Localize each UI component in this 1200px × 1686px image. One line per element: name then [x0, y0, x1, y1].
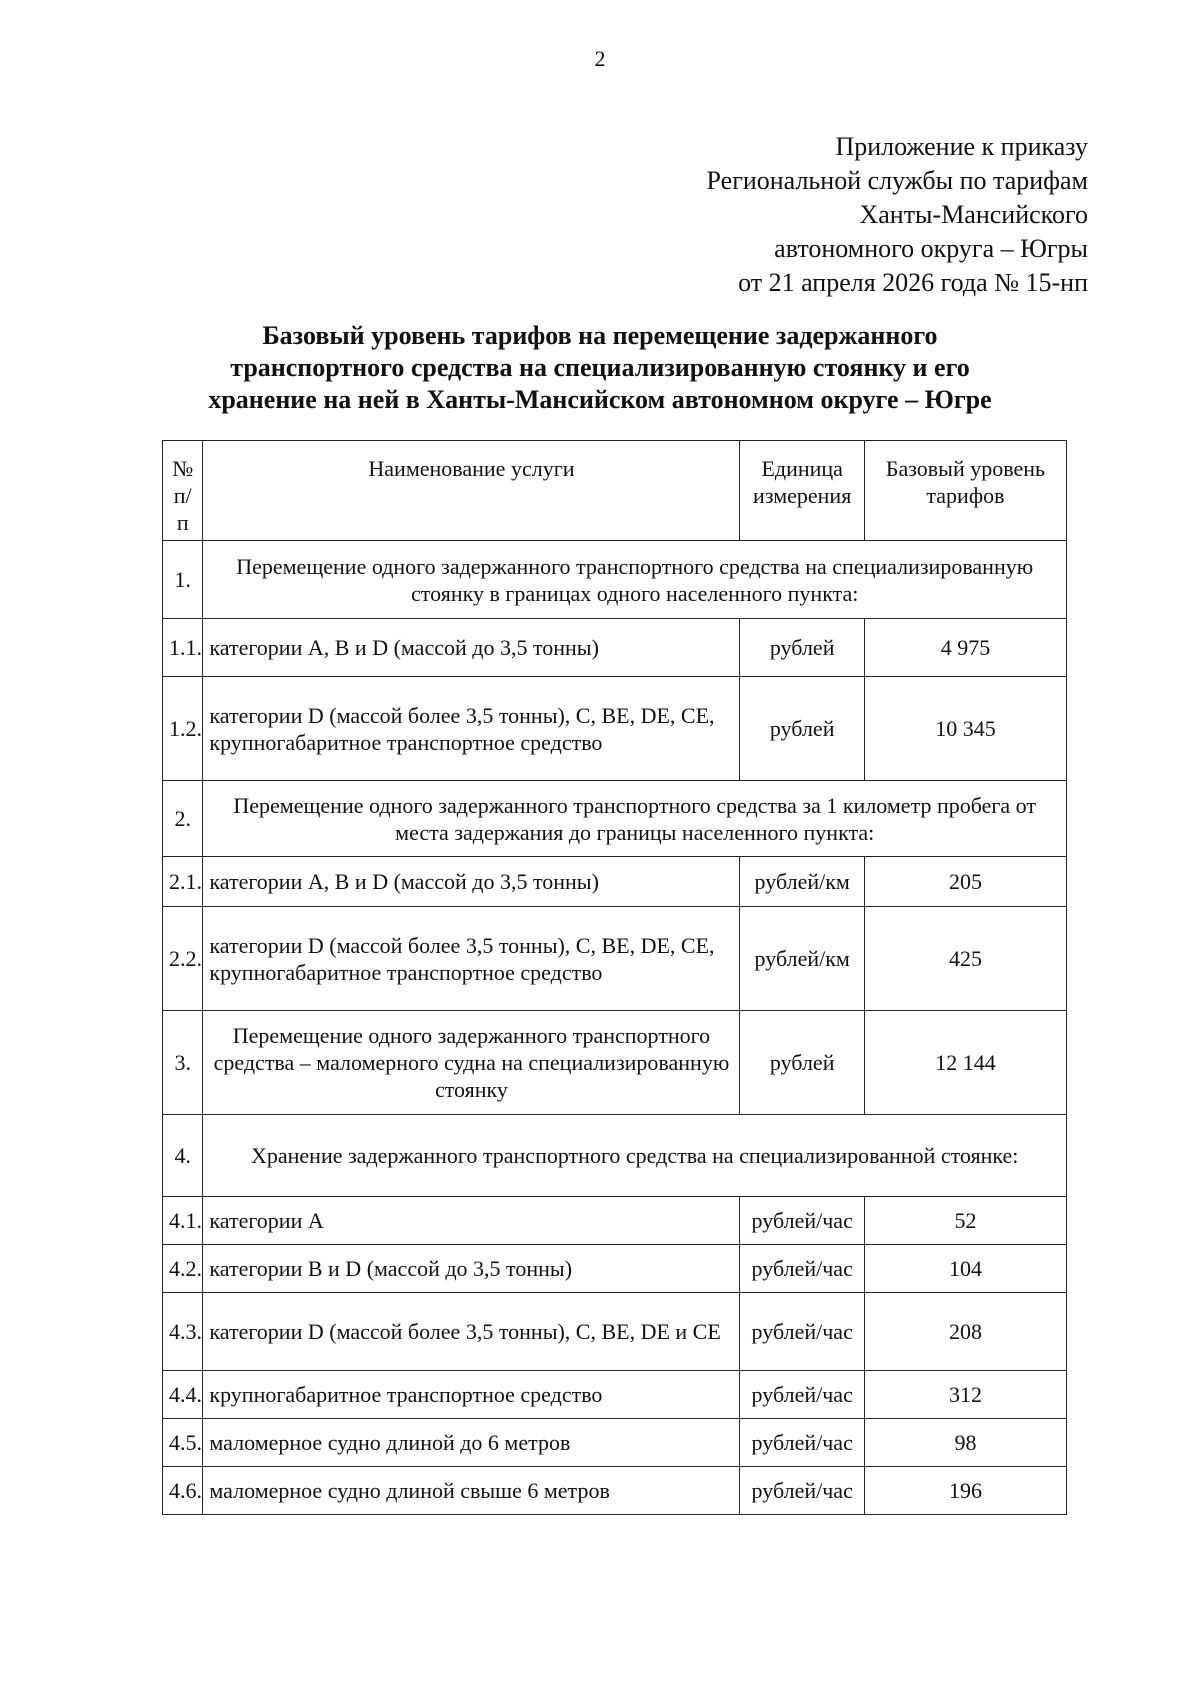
appendix-line: от 21 апреля 2026 года № 15-нп [738, 268, 1088, 297]
table-row [163, 1467, 1067, 1515]
tariff-value: 98 [864, 1419, 1066, 1467]
unit: рублей/час [740, 1245, 864, 1293]
unit: рублей [740, 619, 864, 677]
tariff-value: 312 [864, 1371, 1066, 1419]
table-row [163, 907, 1067, 1011]
unit: рублей/час [740, 1371, 864, 1419]
table-row [163, 1371, 1067, 1419]
table-row [163, 677, 1067, 781]
table-row [163, 541, 1067, 619]
appendix-line: автономного округа – Югры [774, 234, 1088, 263]
header-value: Базовый уровень тарифов [864, 441, 1066, 541]
table-header-row [163, 441, 1067, 541]
unit: рублей/км [740, 907, 864, 1011]
tariff-table [162, 440, 1067, 1515]
table-row [163, 1197, 1067, 1245]
page-number: 2 [594, 46, 606, 71]
row-num: 3. [163, 1011, 203, 1115]
service-name: категории D (массой более 3,5 тонны), C, BE, DE, CE, крупногабаритное транспортное средство [203, 907, 740, 1011]
row-num: 4.4. [163, 1371, 203, 1419]
document-title [150, 320, 1050, 416]
table-row [163, 1245, 1067, 1293]
table-row [163, 781, 1067, 857]
unit: рублей/км [740, 857, 864, 907]
service-name: категории A, B и D (массой до 3,5 тонны) [203, 619, 740, 677]
service-name: крупногабаритное транспортное средство [203, 1371, 740, 1419]
row-num: 4. [163, 1115, 203, 1197]
service-name: категории D (массой более 3,5 тонны), C, BE, DE, CE, крупногабаритное транспортное средство [203, 677, 740, 781]
title-line: транспортного средства на специализированную стоянку и его [230, 353, 970, 382]
tariff-value: 208 [864, 1293, 1066, 1371]
row-num: 2.2. [163, 907, 203, 1011]
table-row [163, 1011, 1067, 1115]
tariff-value: 52 [864, 1197, 1066, 1245]
row-num: 2. [163, 781, 203, 857]
unit: рублей/час [740, 1293, 864, 1371]
table-row [163, 619, 1067, 677]
row-num: 4.5. [163, 1419, 203, 1467]
unit: рублей/час [740, 1467, 864, 1515]
header-name: Наименование услуги [203, 441, 740, 541]
service-name: маломерное судно длиной свыше 6 метров [203, 1467, 740, 1515]
appendix-line: Региональной службы по тарифам [706, 166, 1088, 195]
unit: рублей/час [740, 1197, 864, 1245]
service-name: категории A, B и D (массой до 3,5 тонны) [203, 857, 740, 907]
row-num: 4.2. [163, 1245, 203, 1293]
section-heading: Перемещение одного задержанного транспортного средства за 1 километр пробега от места задержания до границы населенного пункта: [203, 781, 1067, 857]
row-num: 1. [163, 541, 203, 619]
table-row [163, 857, 1067, 907]
title-line: хранение на ней в Ханты-Мансийском автономном округе – Югре [208, 385, 992, 414]
appendix-header [707, 130, 1088, 300]
row-num: 2.1. [163, 857, 203, 907]
tariff-value: 205 [864, 857, 1066, 907]
title-line: Базовый уровень тарифов на перемещение задержанного [262, 321, 938, 350]
tariff-value: 196 [864, 1467, 1066, 1515]
table-row [163, 1419, 1067, 1467]
unit: рублей/час [740, 1419, 864, 1467]
appendix-line: Ханты-Мансийского [859, 200, 1088, 229]
row-num: 4.3. [163, 1293, 203, 1371]
header-num: № п/п [163, 441, 203, 541]
row-num: 1.1. [163, 619, 203, 677]
row-num: 1.2. [163, 677, 203, 781]
section-heading: Перемещение одного задержанного транспортного средства на специализированную стоянку в границах одного населенного пункта: [203, 541, 1067, 619]
service-name: категории D (массой более 3,5 тонны), C, BE, DE и CE [203, 1293, 740, 1371]
table-row [163, 1115, 1067, 1197]
tariff-value: 10 345 [864, 677, 1066, 781]
unit: рублей [740, 1011, 864, 1115]
row-num: 4.6. [163, 1467, 203, 1515]
tariff-value: 4 975 [864, 619, 1066, 677]
service-name: Перемещение одного задержанного транспортного средства – маломерного судна на специализированную стоянку [203, 1011, 740, 1115]
tariff-value: 425 [864, 907, 1066, 1011]
service-name: категории A [203, 1197, 740, 1245]
service-name: категории B и D (массой до 3,5 тонны) [203, 1245, 740, 1293]
tariff-value: 104 [864, 1245, 1066, 1293]
appendix-line: Приложение к приказу [835, 132, 1088, 161]
table-row [163, 1293, 1067, 1371]
header-unit: Единица измерения [740, 441, 864, 541]
service-name: маломерное судно длиной до 6 метров [203, 1419, 740, 1467]
row-num: 4.1. [163, 1197, 203, 1245]
unit: рублей [740, 677, 864, 781]
section-heading: Хранение задержанного транспортного средства на специализированной стоянке: [203, 1115, 1067, 1197]
tariff-value: 12 144 [864, 1011, 1066, 1115]
